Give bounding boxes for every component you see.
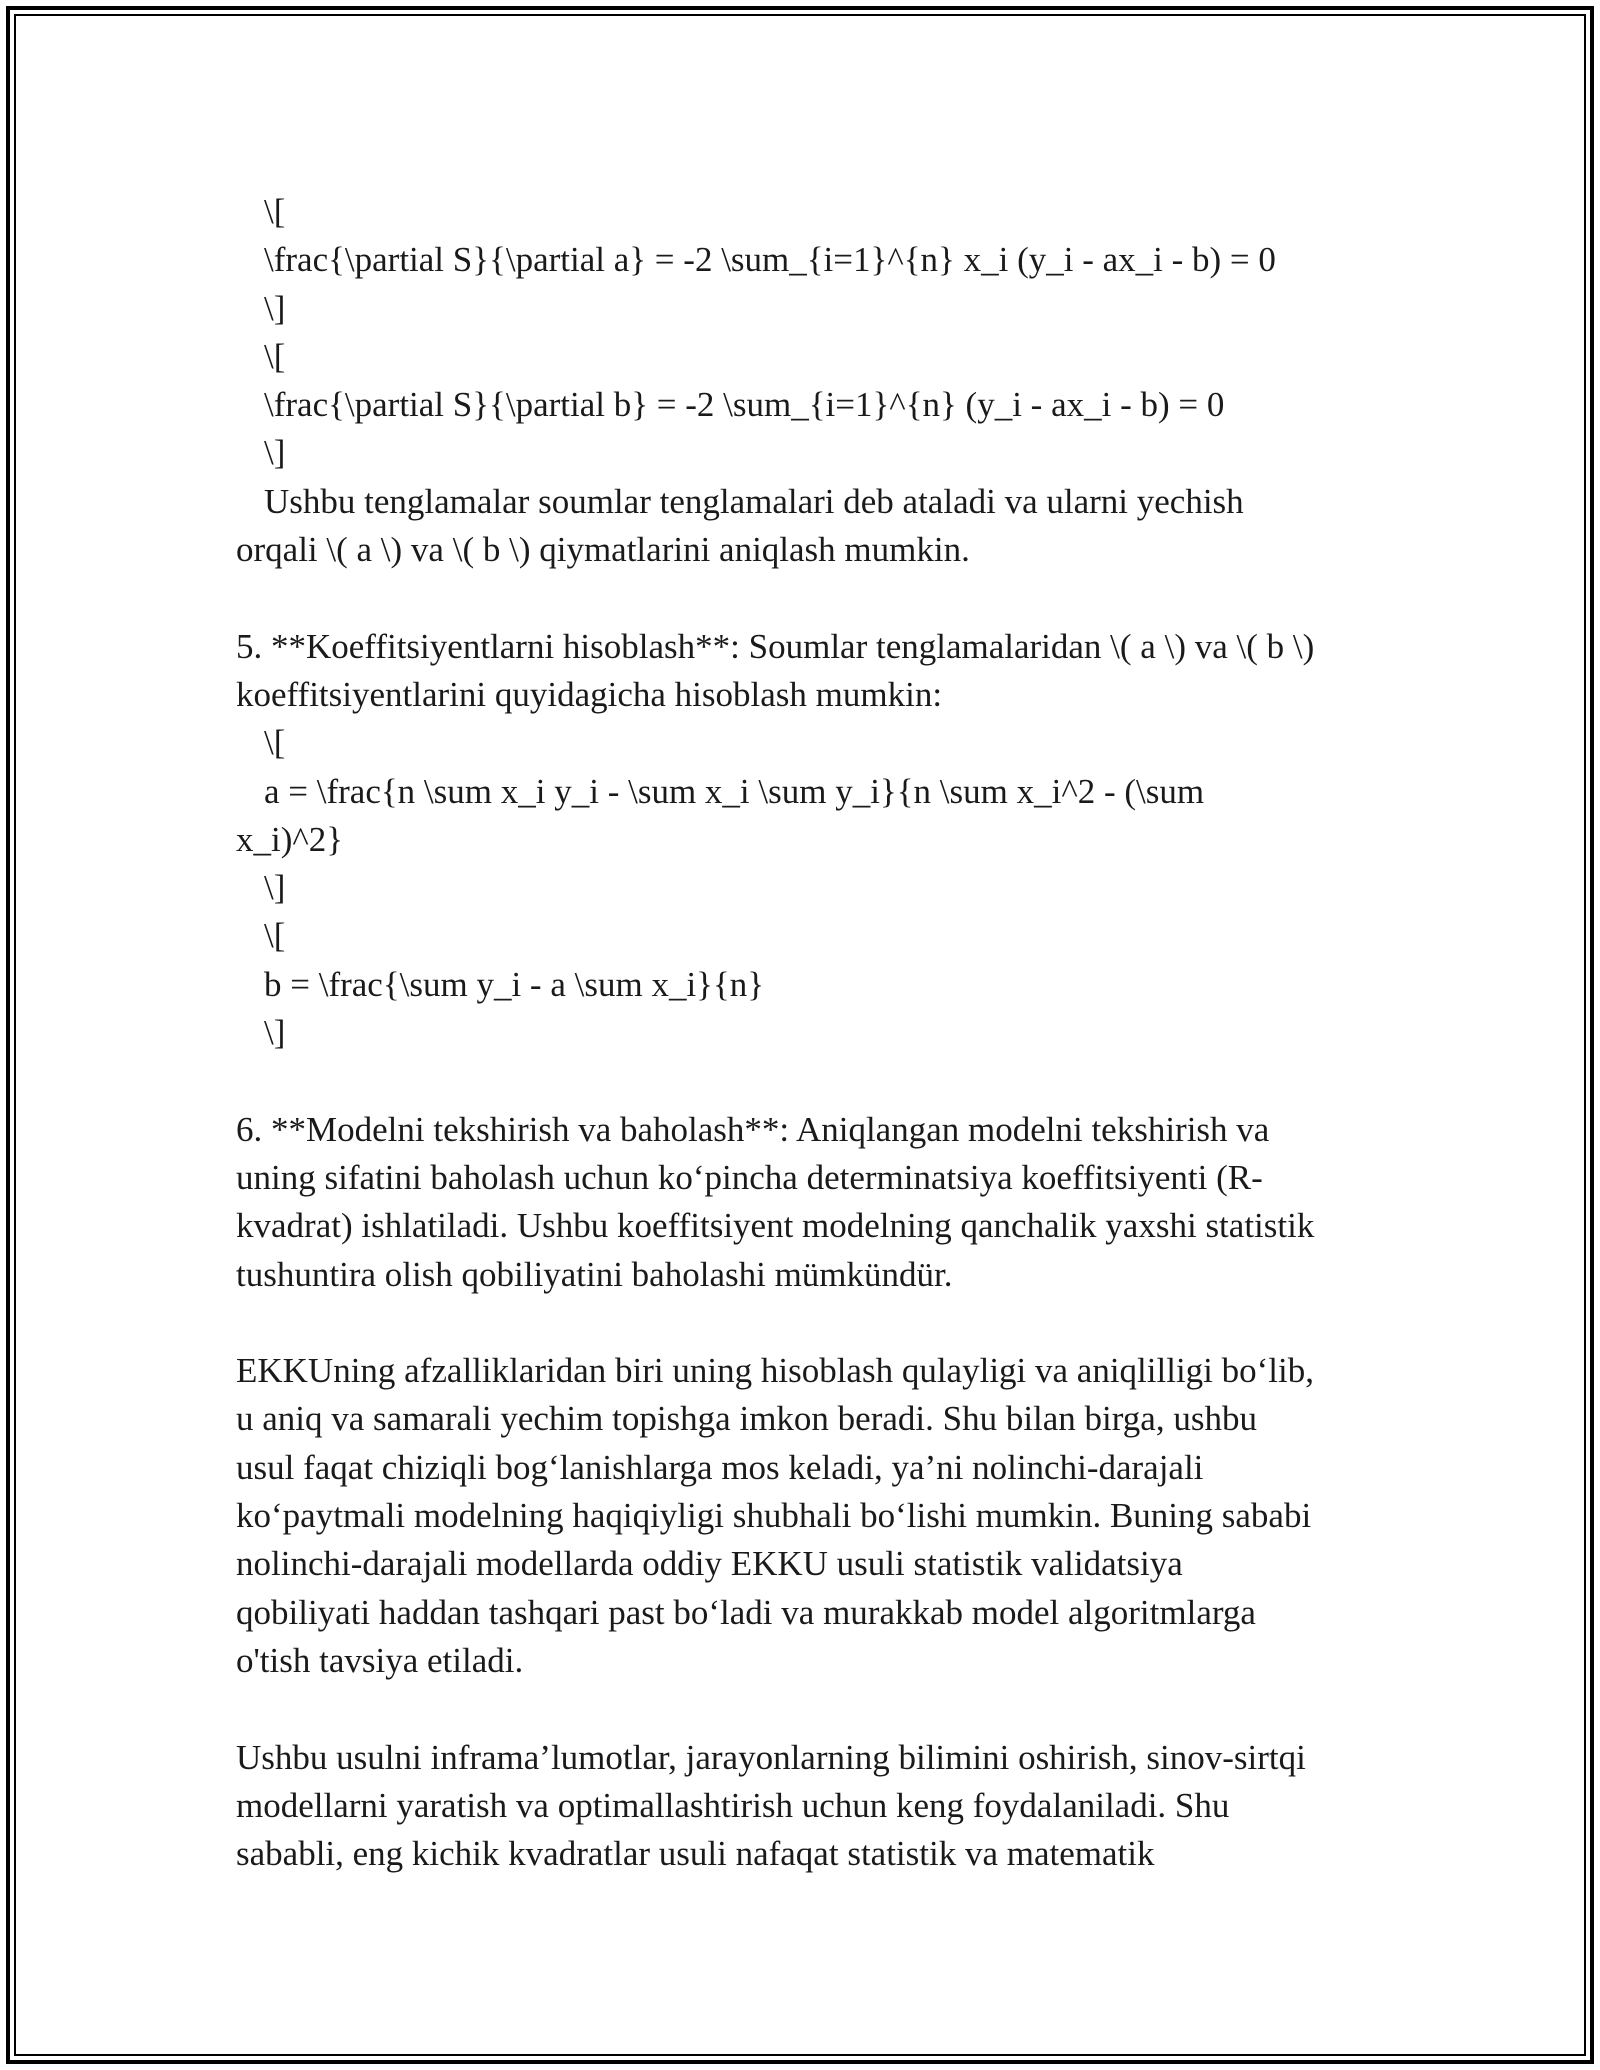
text-line: kvadrat) ishlatiladi. Ushbu koeffitsiyent modelning qanchalik yaxshi statistik	[236, 1206, 1315, 1246]
text-line: \[	[264, 723, 286, 763]
text-line: tushuntira olish qobiliyatini baholashi mümkündür.	[236, 1254, 953, 1294]
text-line: \]	[264, 868, 286, 908]
text-line: b = \frac{\sum y_i - a \sum x_i}{n}	[264, 964, 765, 1004]
text-line: \frac{\partial S}{\partial b} = -2 \sum_{i=1}^{n} (y_i - ax_i - b) = 0	[264, 385, 1225, 425]
text-line: EKKUning afzalliklaridan biri uning hisoblash qulayligi va aniqlilligi bo‘lib,	[236, 1351, 1315, 1391]
text-line: a = \frac{n \sum x_i y_i - \sum x_i \sum y_i}{n \sum x_i^2 - (\sum	[264, 771, 1205, 811]
text-line: 5. **Koeffitsiyentlarni hisoblash**: Soumlar tenglamalaridan \( a \) va \( b \)	[236, 626, 1315, 666]
blank-line	[236, 1057, 1366, 1105]
text-line: uning sifatini baholash uchun ko‘pincha determinatsiya koeffitsiyenti (R-	[236, 1157, 1263, 1197]
text-line: ko‘paytmali modelning haqiqiyligi shubhali bo‘lishi mumkin. Buning sababi	[236, 1496, 1312, 1536]
text-line: x_i)^2}	[236, 819, 344, 859]
blank-line	[236, 574, 1366, 622]
text-line: Ushbu tenglamalar soumlar tenglamalari deb ataladi va ularni yechish	[264, 481, 1244, 521]
blank-line	[236, 1685, 1366, 1733]
text-line: \]	[264, 1013, 286, 1053]
text-line: orqali \( a \) va \( b \) qiymatlarini aniqlash mumkin.	[236, 530, 970, 570]
text-line: modellarni yaratish va optimallashtirish uchun keng foydalaniladi. Shu	[236, 1785, 1230, 1825]
blank-line	[236, 1299, 1366, 1347]
text-line: Ushbu usulni inframa’lumotlar, jarayonlarning bilimini oshirish, sinov-sirtqi	[236, 1737, 1306, 1777]
text-line: 6. **Modelni tekshirish va baholash**: Aniqlangan modelni tekshirish va	[236, 1109, 1270, 1149]
text-line: qobiliyati haddan tashqari past bo‘ladi va murakkab model algoritmlarga	[236, 1592, 1256, 1632]
text-line: u aniq va samarali yechim topishga imkon beradi. Shu bilan birga, ushbu	[236, 1399, 1257, 1439]
document-body	[236, 188, 1366, 1878]
text-line: \[	[264, 916, 286, 956]
text-line: nolinchi-darajali modellarda oddiy EKKU usuli statistik validatsiya	[236, 1544, 1183, 1584]
text-line: \[	[264, 192, 286, 231]
text-line: usul faqat chiziqli bog‘lanishlarga mos keladi, ya’ni nolinchi-darajali	[236, 1447, 1204, 1487]
text-line: \]	[264, 433, 286, 473]
text-line: \frac{\partial S}{\partial a} = -2 \sum_{i=1}^{n} x_i (y_i - ax_i - b) = 0	[264, 240, 1276, 280]
text-line: o'tish tavsiya etiladi.	[236, 1640, 524, 1680]
text-line: sababli, eng kichik kvadratlar usuli nafaqat statistik va matematik	[236, 1834, 1155, 1874]
text-line: koeffitsiyentlarini quyidagicha hisoblash mumkin:	[236, 674, 943, 714]
text-line: \]	[264, 288, 286, 328]
text-line: \[	[264, 336, 286, 376]
